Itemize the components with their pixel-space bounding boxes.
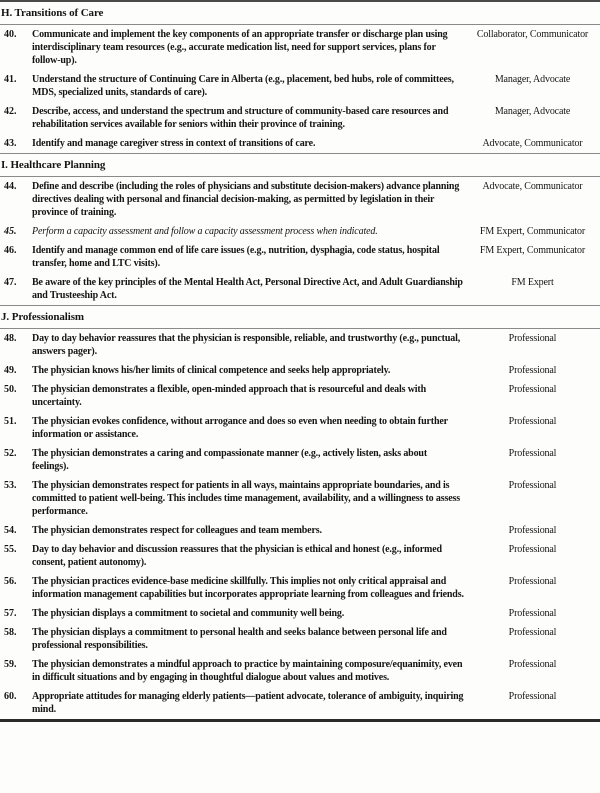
row-description: Day to day behavior reassures that the physician is responsible, reliable, and trustworthy (e.g., punctual, answers pager). bbox=[32, 333, 461, 357]
row-description: The physician displays a commitment to personal health and seeks balance between personal life and professional responsibilities. bbox=[32, 627, 447, 651]
table-row bbox=[0, 241, 600, 273]
row-roles: Advocate, Communicator bbox=[482, 181, 583, 192]
row-description: Day to day behavior and discussion reassures that the physician is ethical and honest (e.g., informed consent, patient autonomy). bbox=[32, 544, 442, 568]
row-number: 42. bbox=[4, 106, 17, 117]
row-description: The physician demonstrates a flexible, open-minded approach that is resourceful and deals with uncertainty. bbox=[32, 384, 426, 408]
row-description: The physician demonstrates respect for colleagues and team members. bbox=[32, 525, 322, 536]
row-description: Communicate and implement the key components of an appropriate transfer or discharge plan using interdisciplinary team resources (e.g., accurate medication list, need for support services, plans for follow-up). bbox=[32, 29, 448, 66]
row-roles: Professional bbox=[508, 333, 557, 344]
row-number: 58. bbox=[4, 627, 17, 638]
row-roles: Professional bbox=[508, 659, 557, 670]
table-row bbox=[0, 444, 600, 476]
row-number: 53. bbox=[4, 480, 17, 491]
table-row bbox=[0, 476, 600, 521]
row-number: 47. bbox=[4, 277, 17, 288]
row-description: Describe, access, and understand the spectrum and structure of community-based care resources and rehabilitation services available for seniors within their province of training. bbox=[32, 106, 449, 130]
table-row bbox=[0, 177, 600, 222]
table-row bbox=[0, 329, 600, 361]
row-roles: FM Expert bbox=[511, 277, 554, 288]
row-roles: Professional bbox=[508, 608, 557, 619]
row-description: The physician evokes confidence, without arrogance and does so even when needing to obtain further information or assistance. bbox=[32, 416, 448, 440]
table-row bbox=[0, 380, 600, 412]
row-roles: Professional bbox=[508, 416, 557, 427]
table-row bbox=[0, 623, 600, 655]
row-number: 45. bbox=[4, 226, 17, 237]
table-row bbox=[0, 521, 600, 540]
table-bottom-rule bbox=[0, 719, 600, 722]
table-row bbox=[0, 655, 600, 687]
row-number: 48. bbox=[4, 333, 17, 344]
table-row bbox=[0, 572, 600, 604]
row-roles: Professional bbox=[508, 384, 557, 395]
table-row bbox=[0, 361, 600, 380]
row-number: 55. bbox=[4, 544, 17, 555]
row-description: Understand the structure of Continuing Care in Alberta (e.g., placement, bed hubs, role of committees, MDS, specialized units, standards of care). bbox=[32, 74, 454, 98]
row-roles: Professional bbox=[508, 576, 557, 587]
row-roles: Professional bbox=[508, 525, 557, 536]
row-roles: Professional bbox=[508, 448, 557, 459]
table-sections bbox=[0, 2, 600, 719]
row-roles: Professional bbox=[508, 691, 557, 702]
section-header bbox=[0, 306, 600, 328]
row-description: Identify and manage caregiver stress in context of transitions of care. bbox=[32, 138, 316, 149]
row-number: 60. bbox=[4, 691, 17, 702]
row-roles: Advocate, Communicator bbox=[482, 138, 583, 149]
row-description: The physician displays a commitment to societal and community well being. bbox=[32, 608, 345, 619]
row-description: The physician demonstrates respect for patients in all ways, maintains appropriate boundaries, and is committed to patient well-being. This includes time management, availability, and a willingness to assess performance. bbox=[32, 480, 460, 517]
table-row bbox=[0, 70, 600, 102]
row-number: 49. bbox=[4, 365, 17, 376]
table-row bbox=[0, 222, 600, 241]
row-description: Define and describe (including the roles of physicians and substitute decision-makers) advance planning directives dealing with personal and financial decision-making, as permitted by legislation in their province of training. bbox=[32, 181, 460, 218]
section-header bbox=[0, 2, 600, 24]
table-row bbox=[0, 25, 600, 70]
row-number: 40. bbox=[4, 29, 17, 40]
row-number: 59. bbox=[4, 659, 17, 670]
section-header bbox=[0, 154, 600, 176]
row-description: The physician demonstrates a caring and compassionate manner (e.g., actively listen, asks about feelings). bbox=[32, 448, 428, 472]
row-roles: Manager, Advocate bbox=[494, 74, 571, 85]
table-row bbox=[0, 540, 600, 572]
row-description: Appropriate attitudes for managing elderly patients—patient advocate, tolerance of ambiguity, inquiring mind. bbox=[32, 691, 464, 715]
row-roles: Manager, Advocate bbox=[494, 106, 571, 117]
row-roles: Collaborator, Communicator bbox=[476, 29, 589, 40]
row-description: The physician knows his/her limits of clinical competence and seeks help appropriately. bbox=[32, 365, 391, 376]
section-title: J. Professionalism bbox=[1, 311, 84, 323]
row-number: 44. bbox=[4, 181, 17, 192]
row-roles: Professional bbox=[508, 480, 557, 491]
row-roles: Professional bbox=[508, 365, 557, 376]
row-number: 50. bbox=[4, 384, 17, 395]
row-number: 54. bbox=[4, 525, 17, 536]
row-number: 43. bbox=[4, 138, 17, 149]
row-number: 57. bbox=[4, 608, 17, 619]
row-description: The physician demonstrates a mindful approach to practice by maintaining composure/equanimity, even in difficult situations and by engaging in thoughtful dialogue about values and motives. bbox=[32, 659, 463, 683]
table-row bbox=[0, 102, 600, 134]
row-roles: FM Expert, Communicator bbox=[479, 245, 586, 256]
section-title: H. Transitions of Care bbox=[1, 7, 104, 19]
row-description: Identify and manage common end of life care issues (e.g., nutrition, dysphagia, code status, hospital transfer, home and LTC visits). bbox=[32, 245, 440, 269]
table-row bbox=[0, 412, 600, 444]
section-title: I. Healthcare Planning bbox=[1, 159, 106, 171]
row-description: The physician practices evidence-base medicine skillfully. This implies not only critical appraisal and information management capabilities but incorporates appropriate learning from colleagues and friends. bbox=[32, 576, 464, 600]
row-number: 51. bbox=[4, 416, 17, 427]
row-roles: Professional bbox=[508, 627, 557, 638]
table-row bbox=[0, 604, 600, 623]
table-row bbox=[0, 273, 600, 305]
row-description: Be aware of the key principles of the Mental Health Act, Personal Directive Act, and Adult Guardianship and Trusteeship Act. bbox=[32, 277, 463, 301]
table-row bbox=[0, 134, 600, 153]
row-number: 41. bbox=[4, 74, 17, 85]
row-roles: Professional bbox=[508, 544, 557, 555]
table-row bbox=[0, 687, 600, 719]
row-roles: FM Expert, Communicator bbox=[479, 226, 586, 237]
row-number: 52. bbox=[4, 448, 17, 459]
row-description: Perform a capacity assessment and follow a capacity assessment process when indicated. bbox=[32, 226, 378, 237]
row-number: 56. bbox=[4, 576, 17, 587]
row-number: 46. bbox=[4, 245, 17, 256]
